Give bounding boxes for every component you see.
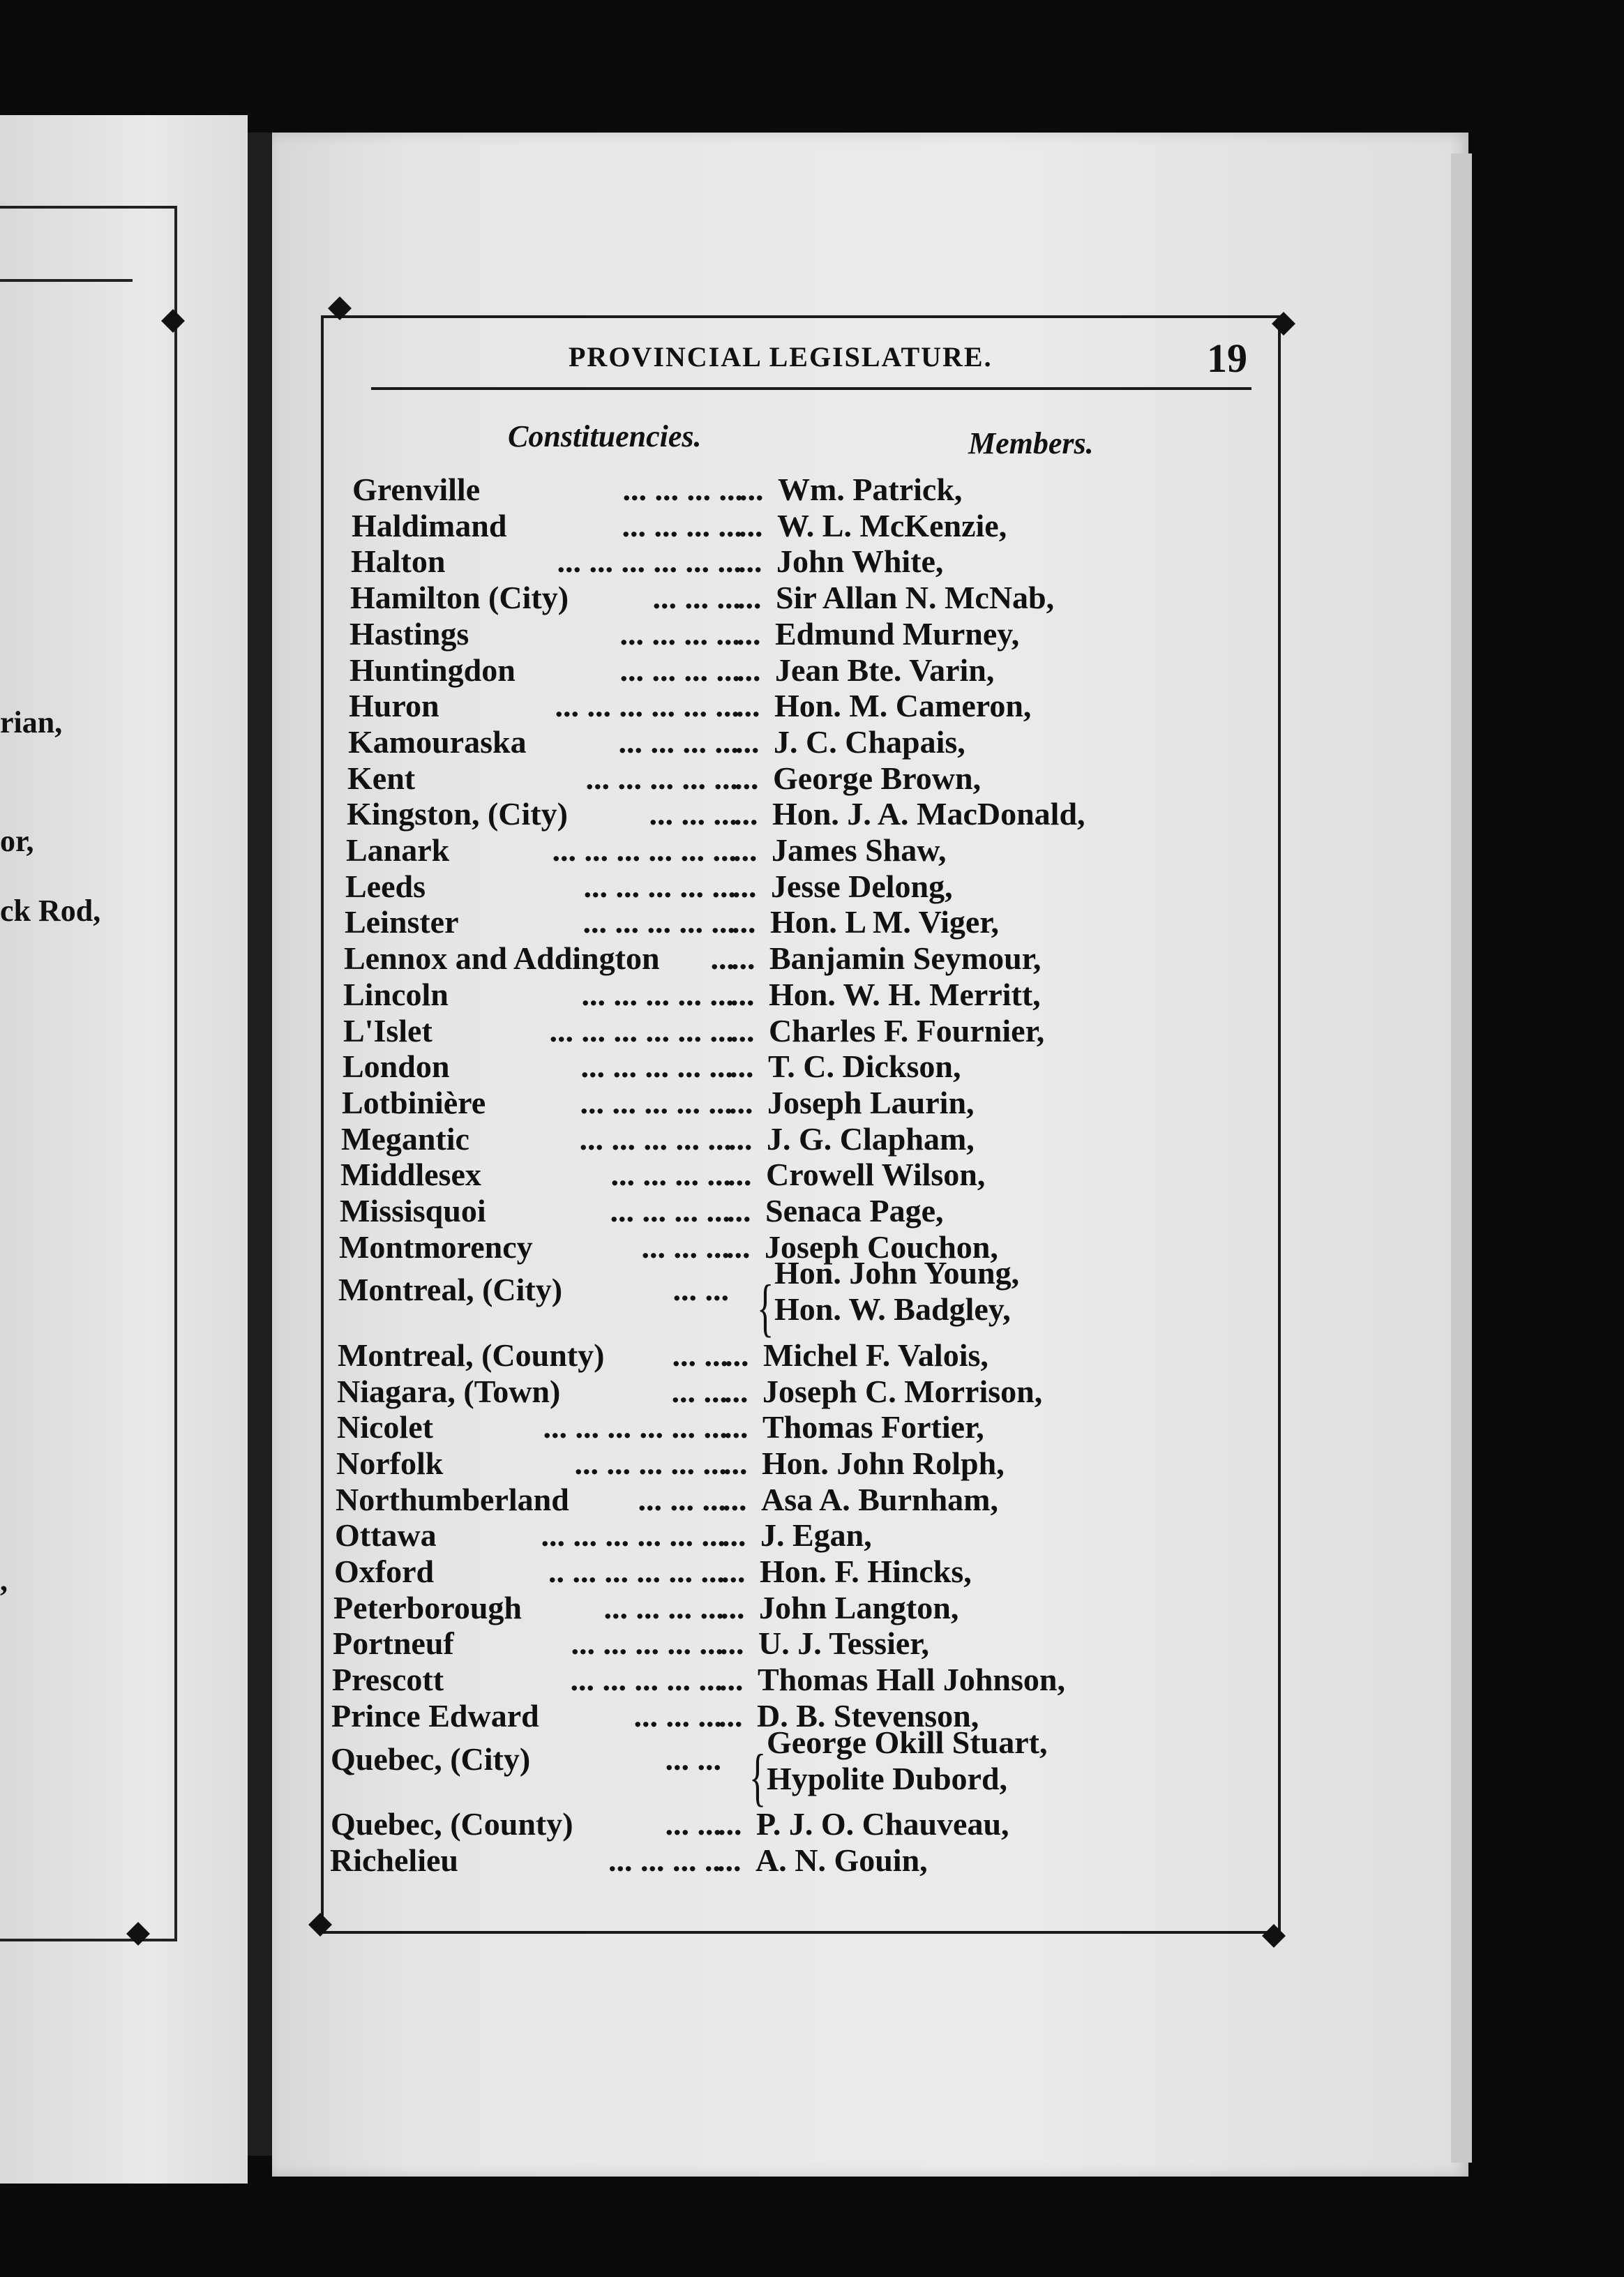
leader-dots: ... ... ... <box>638 1481 726 1517</box>
left-page-fragment: rian, <box>0 705 63 739</box>
constituency-name: Grenville <box>352 472 481 507</box>
left-page-border <box>0 206 177 1941</box>
leader-dots: ... ... ... ... <box>618 723 739 760</box>
leader-dots: ... ... ... ... <box>603 1589 724 1625</box>
constituency-name: Haldimand <box>352 507 507 543</box>
leader-dots: ... ... ... ... ... ... <box>555 688 739 724</box>
leader-dots: ... <box>724 1373 749 1409</box>
table-row <box>344 940 1209 976</box>
leader-dots: ... <box>728 1120 753 1157</box>
leader-dots: ... <box>735 723 760 760</box>
header-rule <box>371 387 1251 390</box>
leader-dots: ... ... ... ... ... <box>583 868 736 904</box>
table-row <box>349 615 1215 652</box>
constituency-name: Leinster <box>345 904 459 940</box>
leader-dots: ... <box>723 1481 747 1517</box>
table-row <box>337 1373 1202 1409</box>
leader-dots: ... <box>734 796 758 832</box>
constituency-name: Lincoln <box>343 976 449 1012</box>
table-row <box>343 1012 1208 1049</box>
member-name: Joseph C. Morrison, <box>762 1373 1043 1409</box>
leader-dots: ... ... ... ... ... <box>574 1445 727 1481</box>
member-name: Jesse Delong, <box>771 868 953 904</box>
table-row <box>336 1445 1201 1481</box>
constituency-name: Hamilton (City) <box>350 580 569 616</box>
leader-dots: ... <box>721 1554 746 1589</box>
leader-dots: ... <box>728 1157 752 1193</box>
table-row <box>352 507 1217 543</box>
member-name: Hon. J. A. MacDonald, <box>772 796 1085 832</box>
column-header-constituencies: Constituencies. <box>508 419 702 453</box>
leader-dots: ... <box>737 580 762 616</box>
member-name: J. C. Chapais, <box>774 723 965 760</box>
member-name: P. J. O. Chauveau, <box>756 1805 1009 1842</box>
table-row <box>345 868 1210 904</box>
table-row <box>349 687 1214 723</box>
table-row <box>332 1661 1197 1697</box>
table-row <box>330 1842 1195 1878</box>
constituency-name: Ottawa <box>335 1517 437 1554</box>
leader-dots: ... ... ... .. <box>608 1842 721 1878</box>
leader-dots: ... ... ... ... ... <box>585 760 738 796</box>
member-name: Charles F. Fournier, <box>769 1012 1045 1049</box>
leader-dots: ... <box>724 1409 749 1445</box>
table-row <box>340 1192 1205 1228</box>
leader-dots: ... ... ... ... <box>619 652 740 688</box>
leader-dots: ... ... ... ... ... <box>579 1120 732 1157</box>
table-row <box>341 1120 1206 1157</box>
member-name: Jean Bte. Varin, <box>775 652 995 688</box>
leader-dots: ... <box>719 1697 743 1734</box>
leader-dots: ... ... ... ... ... ... <box>549 1012 734 1049</box>
left-page-fragment: or, <box>0 824 34 858</box>
column-header-members: Members. <box>968 426 1094 460</box>
leader-dots: ... <box>730 1049 754 1085</box>
leader-dots: ... ... <box>672 1272 729 1308</box>
member-name: J. Egan, <box>760 1517 872 1554</box>
leader-dots: ... <box>730 976 755 1012</box>
table-row <box>331 1724 1196 1812</box>
leader-dots: ... <box>721 1589 745 1625</box>
constituency-name: Peterborough <box>333 1589 522 1625</box>
leader-dots: ... <box>739 472 764 507</box>
table-row <box>331 1805 1196 1842</box>
table-row <box>338 1337 1203 1373</box>
left-page-fragment: , <box>0 1563 8 1598</box>
member-name: Thomas Fortier, <box>762 1409 984 1445</box>
leader-dots: ... <box>731 940 755 977</box>
leader-dots: ... ... <box>665 1805 721 1842</box>
constituency-name: Middlesex <box>340 1157 481 1193</box>
book-spine <box>248 133 272 2156</box>
constituency-name: Northumberland <box>336 1481 569 1517</box>
leader-dots: ... ... ... ... ... <box>571 1625 723 1662</box>
leader-dots: ... <box>718 1805 742 1842</box>
leader-dots: ... ... ... ... <box>610 1157 731 1193</box>
leader-dots: ... ... ... ... ... <box>580 1049 733 1085</box>
constituency-name: Lotbinière <box>342 1084 486 1120</box>
table-row <box>335 1517 1200 1553</box>
leader-dots: ... ... ... ... ... <box>580 1084 732 1120</box>
leader-dots: ... <box>719 1662 744 1698</box>
leader-dots: ... <box>732 868 757 904</box>
member-name: Hypolite Dubord, <box>767 1760 1008 1796</box>
constituency-name: Norfolk <box>336 1445 444 1481</box>
leader-dots: ... <box>730 1012 755 1049</box>
table-row <box>340 1156 1205 1192</box>
member-name: Michel F. Valois, <box>763 1337 988 1373</box>
table-row <box>348 723 1213 760</box>
leader-dots: ... <box>722 1517 746 1554</box>
member-name: D. B. Stevenson, <box>757 1697 979 1734</box>
table-row <box>343 976 1208 1012</box>
constituency-name: L'Islet <box>343 1012 433 1049</box>
leader-dots: ... ... ... <box>652 580 741 616</box>
leader-dots: ... <box>737 615 761 652</box>
member-name: Wm. Patrick, <box>778 472 963 507</box>
constituency-name: Hastings <box>349 615 469 652</box>
member-name: W. L. McKenzie, <box>777 507 1007 543</box>
member-name: Hon. John Young, <box>774 1255 1020 1291</box>
member-name: Thomas Hall Johnson, <box>758 1662 1065 1698</box>
leader-dots: ... ... ... ... <box>619 615 740 652</box>
table-row <box>343 1048 1208 1084</box>
leader-dots: ... ... <box>672 1337 728 1373</box>
brace-icon: { <box>756 1272 774 1344</box>
table-row <box>336 1481 1201 1517</box>
table-row <box>333 1589 1198 1625</box>
leader-dots: ... <box>727 1193 751 1228</box>
member-name: James Shaw, <box>772 832 947 868</box>
constituency-name: Prince Edward <box>331 1697 539 1734</box>
member-name: J. G. Clapham, <box>767 1120 975 1157</box>
leader-dots: ... <box>738 543 762 580</box>
constituency-name: Montreal, (City) <box>338 1272 563 1308</box>
leader-dots: ... <box>733 832 758 868</box>
table-row <box>349 652 1215 688</box>
leader-dots: ... ... ... ... ... <box>581 976 734 1012</box>
leader-dots: ... <box>720 1625 744 1662</box>
constituency-name: Huntingdon <box>349 652 516 688</box>
leader-dots: ... <box>710 940 735 977</box>
leader-dots: ... <box>732 904 756 940</box>
member-name: T. C. Dickson, <box>768 1049 961 1085</box>
member-name: Banjamin Seymour, <box>769 940 1042 977</box>
leader-dots: ... ... ... ... ... ... <box>543 1409 728 1445</box>
table-row <box>347 795 1212 832</box>
constituency-name: Lennox and Addington <box>344 940 660 977</box>
member-name: Hon. F. Hincks, <box>760 1554 972 1589</box>
leader-dots: ... <box>725 1337 749 1373</box>
constituency-name: Richelieu <box>330 1842 458 1878</box>
table-row <box>338 1255 1203 1344</box>
constituency-name: Kamouraska <box>348 723 527 760</box>
member-name: Hon. W. Badgley, <box>774 1291 1011 1328</box>
left-page-fragment: ck Rod, <box>0 894 101 928</box>
left-page-rule <box>0 279 133 282</box>
member-name: Hon. M. Cameron, <box>774 688 1032 724</box>
leader-dots: ... ... ... <box>633 1697 722 1734</box>
constituency-name: Niagara, (Town) <box>337 1373 561 1409</box>
leader-dots: ... ... <box>671 1373 728 1409</box>
page-edge <box>1451 153 1472 2163</box>
member-name: George Okill Stuart, <box>767 1724 1048 1760</box>
leader-dots: ... ... ... ... <box>610 1193 730 1228</box>
leader-dots: ... ... ... ... <box>622 507 742 543</box>
leader-dots: ... <box>739 507 763 543</box>
table-row <box>347 760 1212 796</box>
leader-dots: ... ... ... <box>641 1228 730 1265</box>
member-name: Joseph Laurin, <box>767 1084 975 1120</box>
table-row <box>333 1625 1198 1661</box>
member-name: John White, <box>776 543 944 580</box>
constituency-name: Oxford <box>334 1554 435 1589</box>
page-number: 19 <box>1207 336 1247 381</box>
table-row <box>334 1553 1199 1589</box>
table-row <box>351 543 1216 579</box>
member-name: John Langton, <box>759 1589 959 1625</box>
leader-dots: ... ... ... ... ... <box>582 904 735 940</box>
leader-dots: ... <box>737 652 761 688</box>
page-title: PROVINCIAL LEGISLATURE. <box>569 341 993 373</box>
member-name: Asa A. Burnham, <box>761 1481 998 1517</box>
leader-dots: ... ... ... ... ... ... <box>557 543 742 580</box>
leader-dots: ... ... ... ... ... <box>570 1662 723 1698</box>
brace-icon: { <box>749 1741 767 1812</box>
constituency-name: Nicolet <box>337 1409 433 1445</box>
leader-dots: ... <box>726 1228 751 1265</box>
member-name: Joseph Couchon, <box>765 1228 998 1265</box>
leader-dots: ... ... ... ... ... ... <box>552 832 737 868</box>
constituency-name: Huron <box>349 688 439 724</box>
table-row <box>352 471 1217 507</box>
leader-dots: ... ... ... <box>649 796 737 832</box>
leader-dots: ... <box>735 760 759 796</box>
member-name: U. J. Tessier, <box>758 1625 929 1662</box>
member-name: Hon. W. H. Merritt, <box>769 976 1041 1012</box>
member-name: Edmund Murney, <box>775 615 1020 652</box>
constituency-name: Halton <box>351 543 446 580</box>
leader-dots: ... <box>717 1842 742 1878</box>
constituency-name: Quebec, (County) <box>331 1805 573 1842</box>
leader-dots: ... <box>723 1445 748 1481</box>
table-row <box>339 1228 1204 1265</box>
leader-dots: ... ... ... ... <box>622 472 743 507</box>
constituency-name: Portneuf <box>333 1625 454 1662</box>
member-name: A. N. Gouin, <box>755 1842 928 1878</box>
constituency-name: Megantic <box>341 1120 469 1157</box>
member-name: Hon. L M. Viger, <box>770 904 999 940</box>
constituency-name: Kent <box>347 760 416 796</box>
constituency-name: Leeds <box>345 868 426 904</box>
table-row <box>342 1084 1207 1120</box>
constituency-name: Missisquoi <box>340 1193 486 1228</box>
constituency-name: Quebec, (City) <box>331 1741 531 1777</box>
member-name: Senaca Page, <box>765 1193 944 1228</box>
constituency-name: London <box>343 1049 450 1085</box>
leader-dots: ... ... ... ... ... ... <box>541 1517 725 1554</box>
leader-dots: ... <box>729 1084 753 1120</box>
leader-dots: ... <box>736 688 760 724</box>
constituency-name: Montmorency <box>339 1228 533 1265</box>
member-name: Sir Allan N. McNab, <box>776 580 1055 616</box>
constituency-name: Montreal, (County) <box>338 1337 605 1373</box>
member-name: Crowell Wilson, <box>766 1157 986 1193</box>
constituency-name: Kingston, (City) <box>347 796 568 832</box>
table-row <box>337 1408 1202 1445</box>
constituency-name: Lanark <box>346 832 450 868</box>
table-row <box>350 579 1215 615</box>
table-row <box>331 1697 1196 1734</box>
member-name: George Brown, <box>773 760 982 796</box>
table-row <box>345 903 1210 940</box>
leader-dots: .. ... ... ... ... ... <box>548 1554 725 1589</box>
member-name: Hon. John Rolph, <box>762 1445 1005 1481</box>
table-row <box>346 832 1211 868</box>
constituency-name: Prescott <box>332 1662 444 1698</box>
leader-dots: ... ... <box>665 1741 721 1777</box>
